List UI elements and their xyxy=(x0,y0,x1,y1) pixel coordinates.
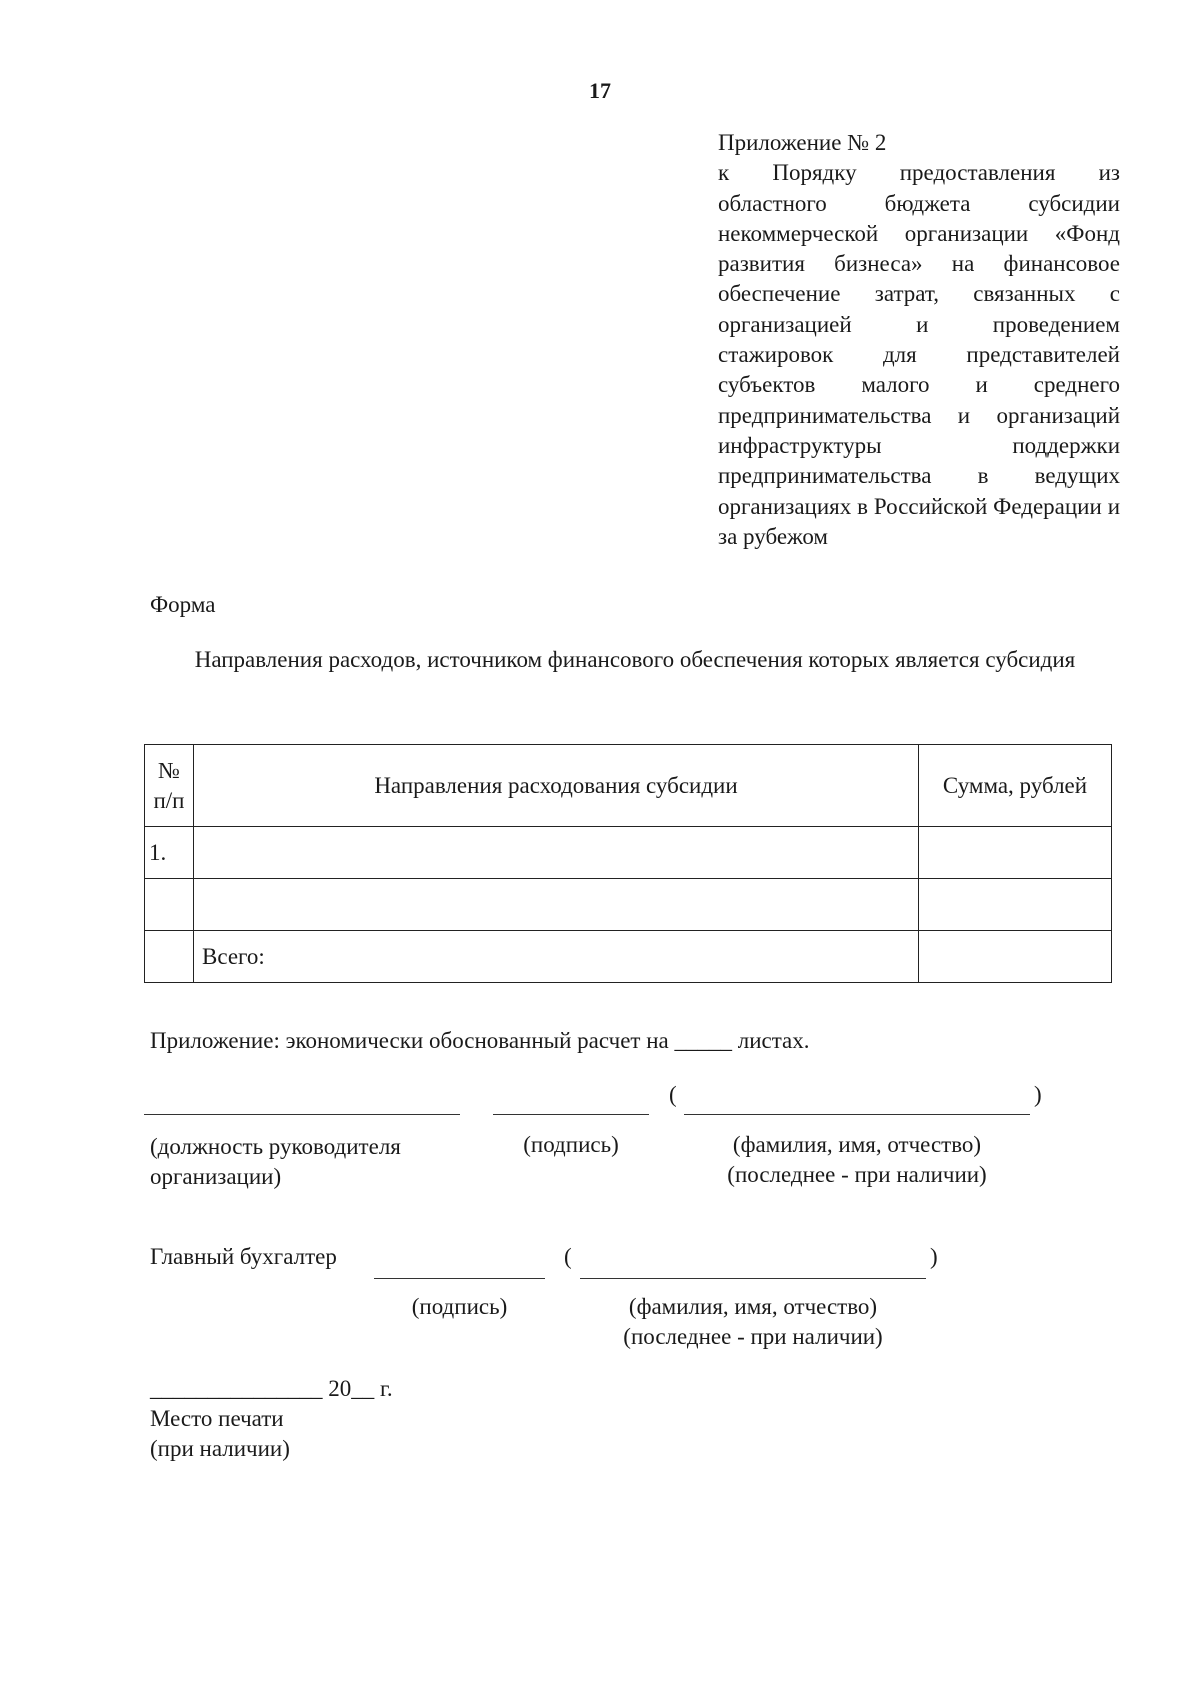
header-number: № п/п xyxy=(145,745,194,827)
total-amount-cell[interactable] xyxy=(919,931,1112,983)
table-cell[interactable] xyxy=(919,879,1112,931)
accountant-signature-line[interactable] xyxy=(374,1278,545,1279)
table-row-total xyxy=(145,931,1112,983)
date-line[interactable]: _______________ 20__ г. xyxy=(150,1376,393,1401)
accountant-name-line[interactable] xyxy=(580,1278,926,1279)
document-title: Направления расходов, источником финансового обеспечения которых является субсидия xyxy=(194,647,1076,672)
appendix-text: к Порядку предоставления из областного бюджета субсидии некоммерческой организации «Фонд развития бизнеса» на финансовое обеспечение затрат, связанных с организацией и проведением стажировок для представителей субъектов малого и среднего предпринимательства и организаций инфраструктуры поддержки предпринимательства в ведущих организациях в Российской Федерации и за рубежом xyxy=(718,160,1120,549)
close-paren: ) xyxy=(1034,1082,1042,1107)
table-cell[interactable] xyxy=(194,879,919,931)
table-cell[interactable] xyxy=(919,827,1112,879)
table-cell[interactable] xyxy=(145,879,194,931)
full-name-line[interactable] xyxy=(684,1114,1030,1115)
table-cell[interactable]: 1. xyxy=(145,827,194,879)
position-line[interactable] xyxy=(144,1114,460,1115)
form-label: Форма xyxy=(150,592,216,617)
chief-accountant-label: Главный бухгалтер xyxy=(150,1244,337,1269)
signature-line[interactable] xyxy=(493,1114,649,1115)
table-cell[interactable] xyxy=(145,931,194,983)
table-header-row xyxy=(145,745,1112,827)
open-paren: ( xyxy=(564,1244,572,1269)
accountant-signature-caption: (подпись) xyxy=(411,1294,508,1319)
attachment-line: Приложение: экономически обоснованный расчет на _____ листах. xyxy=(150,1028,810,1053)
table-row xyxy=(145,879,1112,931)
accountant-name-caption-note: (последнее - при наличии) xyxy=(623,1324,883,1349)
table-row xyxy=(145,827,1112,879)
position-caption: (должность руководителя организации) xyxy=(150,1134,401,1189)
page-number: 17 xyxy=(589,78,611,103)
header-amount: Сумма, рублей xyxy=(919,745,1112,827)
signature-caption: (подпись) xyxy=(523,1132,619,1157)
full-name-caption: (фамилия, имя, отчество) xyxy=(732,1132,982,1157)
appendix-block xyxy=(718,128,1120,552)
table-cell[interactable] xyxy=(194,827,919,879)
full-name-caption-note: (последнее - при наличии) xyxy=(727,1162,987,1187)
accountant-name-caption: (фамилия, имя, отчество) xyxy=(628,1294,878,1319)
stamp-note: (при наличии) xyxy=(150,1436,290,1461)
expenses-table xyxy=(144,744,1112,983)
open-paren: ( xyxy=(669,1082,677,1107)
total-label: Всего: xyxy=(194,931,919,983)
close-paren: ) xyxy=(930,1244,938,1269)
stamp-label: Место печати xyxy=(150,1406,284,1431)
header-direction: Направления расходования субсидии xyxy=(194,745,919,827)
appendix-title: Приложение № 2 xyxy=(718,130,887,155)
